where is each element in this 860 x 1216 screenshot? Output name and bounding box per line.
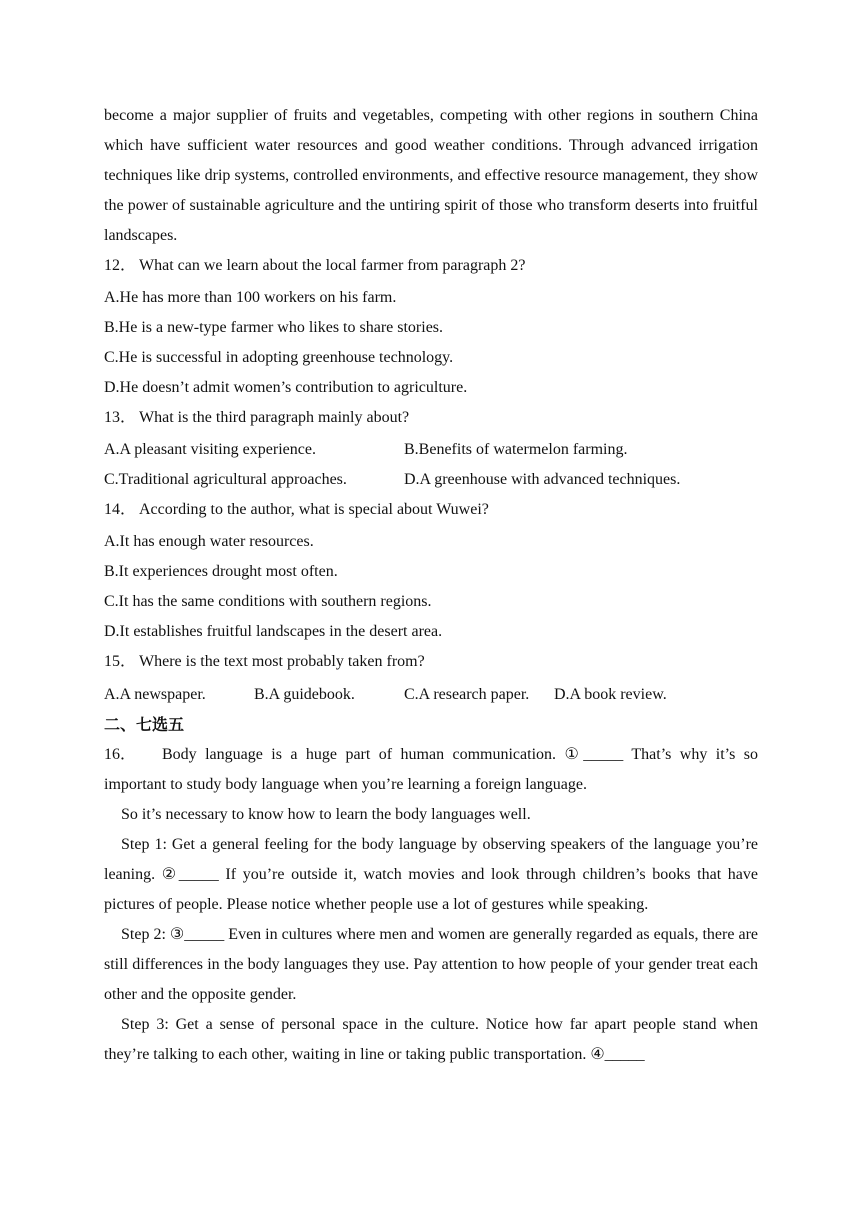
- question-text: According to the author, what is special about Wuwei?: [139, 501, 489, 518]
- option-d: D.A book review.: [554, 686, 667, 703]
- intro-text: Body language is a huge part of human communication. ①_____ That’s why it’s so important to study body language when you’re learning a foreign language.: [104, 746, 758, 793]
- option-c: C.He is successful in adopting greenhouse technology.: [104, 349, 454, 366]
- option-c: C.Traditional agricultural approaches.: [104, 471, 347, 488]
- option-a: A.A pleasant visiting experience.: [104, 441, 316, 458]
- option-c: C.A research paper.: [404, 686, 530, 703]
- option-b: B.Benefits of watermelon farming.: [404, 441, 628, 458]
- page-content: [104, 101, 758, 1070]
- passage-paragraph: Step 2: ③_____ Even in cultures where men and women are generally regarded as equals, there are still differences in the body languages they use. Pay attention to how people of your gender treat each other and the opposite gender.: [104, 926, 758, 1003]
- question-16-intro: [104, 740, 758, 800]
- passage-paragraph: So it’s necessary to know how to learn the body languages well.: [121, 806, 531, 823]
- question-number: 14．: [104, 501, 137, 518]
- question-14: [104, 495, 758, 525]
- question-text: What can we learn about the local farmer from paragraph 2?: [139, 257, 526, 274]
- question-number: 16．: [104, 746, 137, 763]
- option-b: B.He is a new-type farmer who likes to share stories.: [104, 319, 444, 336]
- question-number: 13．: [104, 409, 137, 426]
- question-13: [104, 403, 758, 433]
- option-b: B.It experiences drought most often.: [104, 563, 338, 580]
- option-a: A.It has enough water resources.: [104, 533, 314, 550]
- section-heading: 二、七选五: [104, 715, 185, 734]
- question-12: [104, 251, 758, 281]
- question-15: [104, 647, 758, 677]
- question-text: Where is the text most probably taken from?: [139, 653, 425, 670]
- question-number: 12．: [104, 257, 137, 274]
- option-b: B.A guidebook.: [254, 686, 355, 703]
- passage-paragraph: Step 1: Get a general feeling for the body language by observing speakers of the language you’re leaning. ②_____ If you’re outside it, watch movies and look through children’s books that have pictures of people. Please notice whether people use a lot of gestures while speaking.: [104, 836, 758, 913]
- question-text: What is the third paragraph mainly about?: [139, 409, 410, 426]
- option-d: D.A greenhouse with advanced techniques.: [404, 471, 681, 488]
- option-a: A.He has more than 100 workers on his farm.: [104, 289, 397, 306]
- option-a: A.A newspaper.: [104, 686, 206, 703]
- option-row: [104, 680, 758, 710]
- question-number: 15．: [104, 653, 137, 670]
- passage-paragraph: Step 3: Get a sense of personal space in the culture. Notice how far apart people stand when they’re talking to each other, waiting in line or taking public transportation. ④_____: [104, 1016, 758, 1063]
- passage-continuation: become a major supplier of fruits and vegetables, competing with other regions in southern China which have sufficient water resources and good weather conditions. Through advanced irrigation techniques like drip systems, controlled environments, and effective resource management, they show the power of sustainable agriculture and the untiring spirit of those who transform deserts into fruitful landscapes.: [104, 107, 758, 244]
- option-d: D.It establishes fruitful landscapes in the desert area.: [104, 623, 443, 640]
- option-row: [104, 435, 758, 465]
- option-row: [104, 465, 758, 495]
- option-c: C.It has the same conditions with southern regions.: [104, 593, 432, 610]
- option-d: D.He doesn’t admit women’s contribution to agriculture.: [104, 379, 468, 396]
